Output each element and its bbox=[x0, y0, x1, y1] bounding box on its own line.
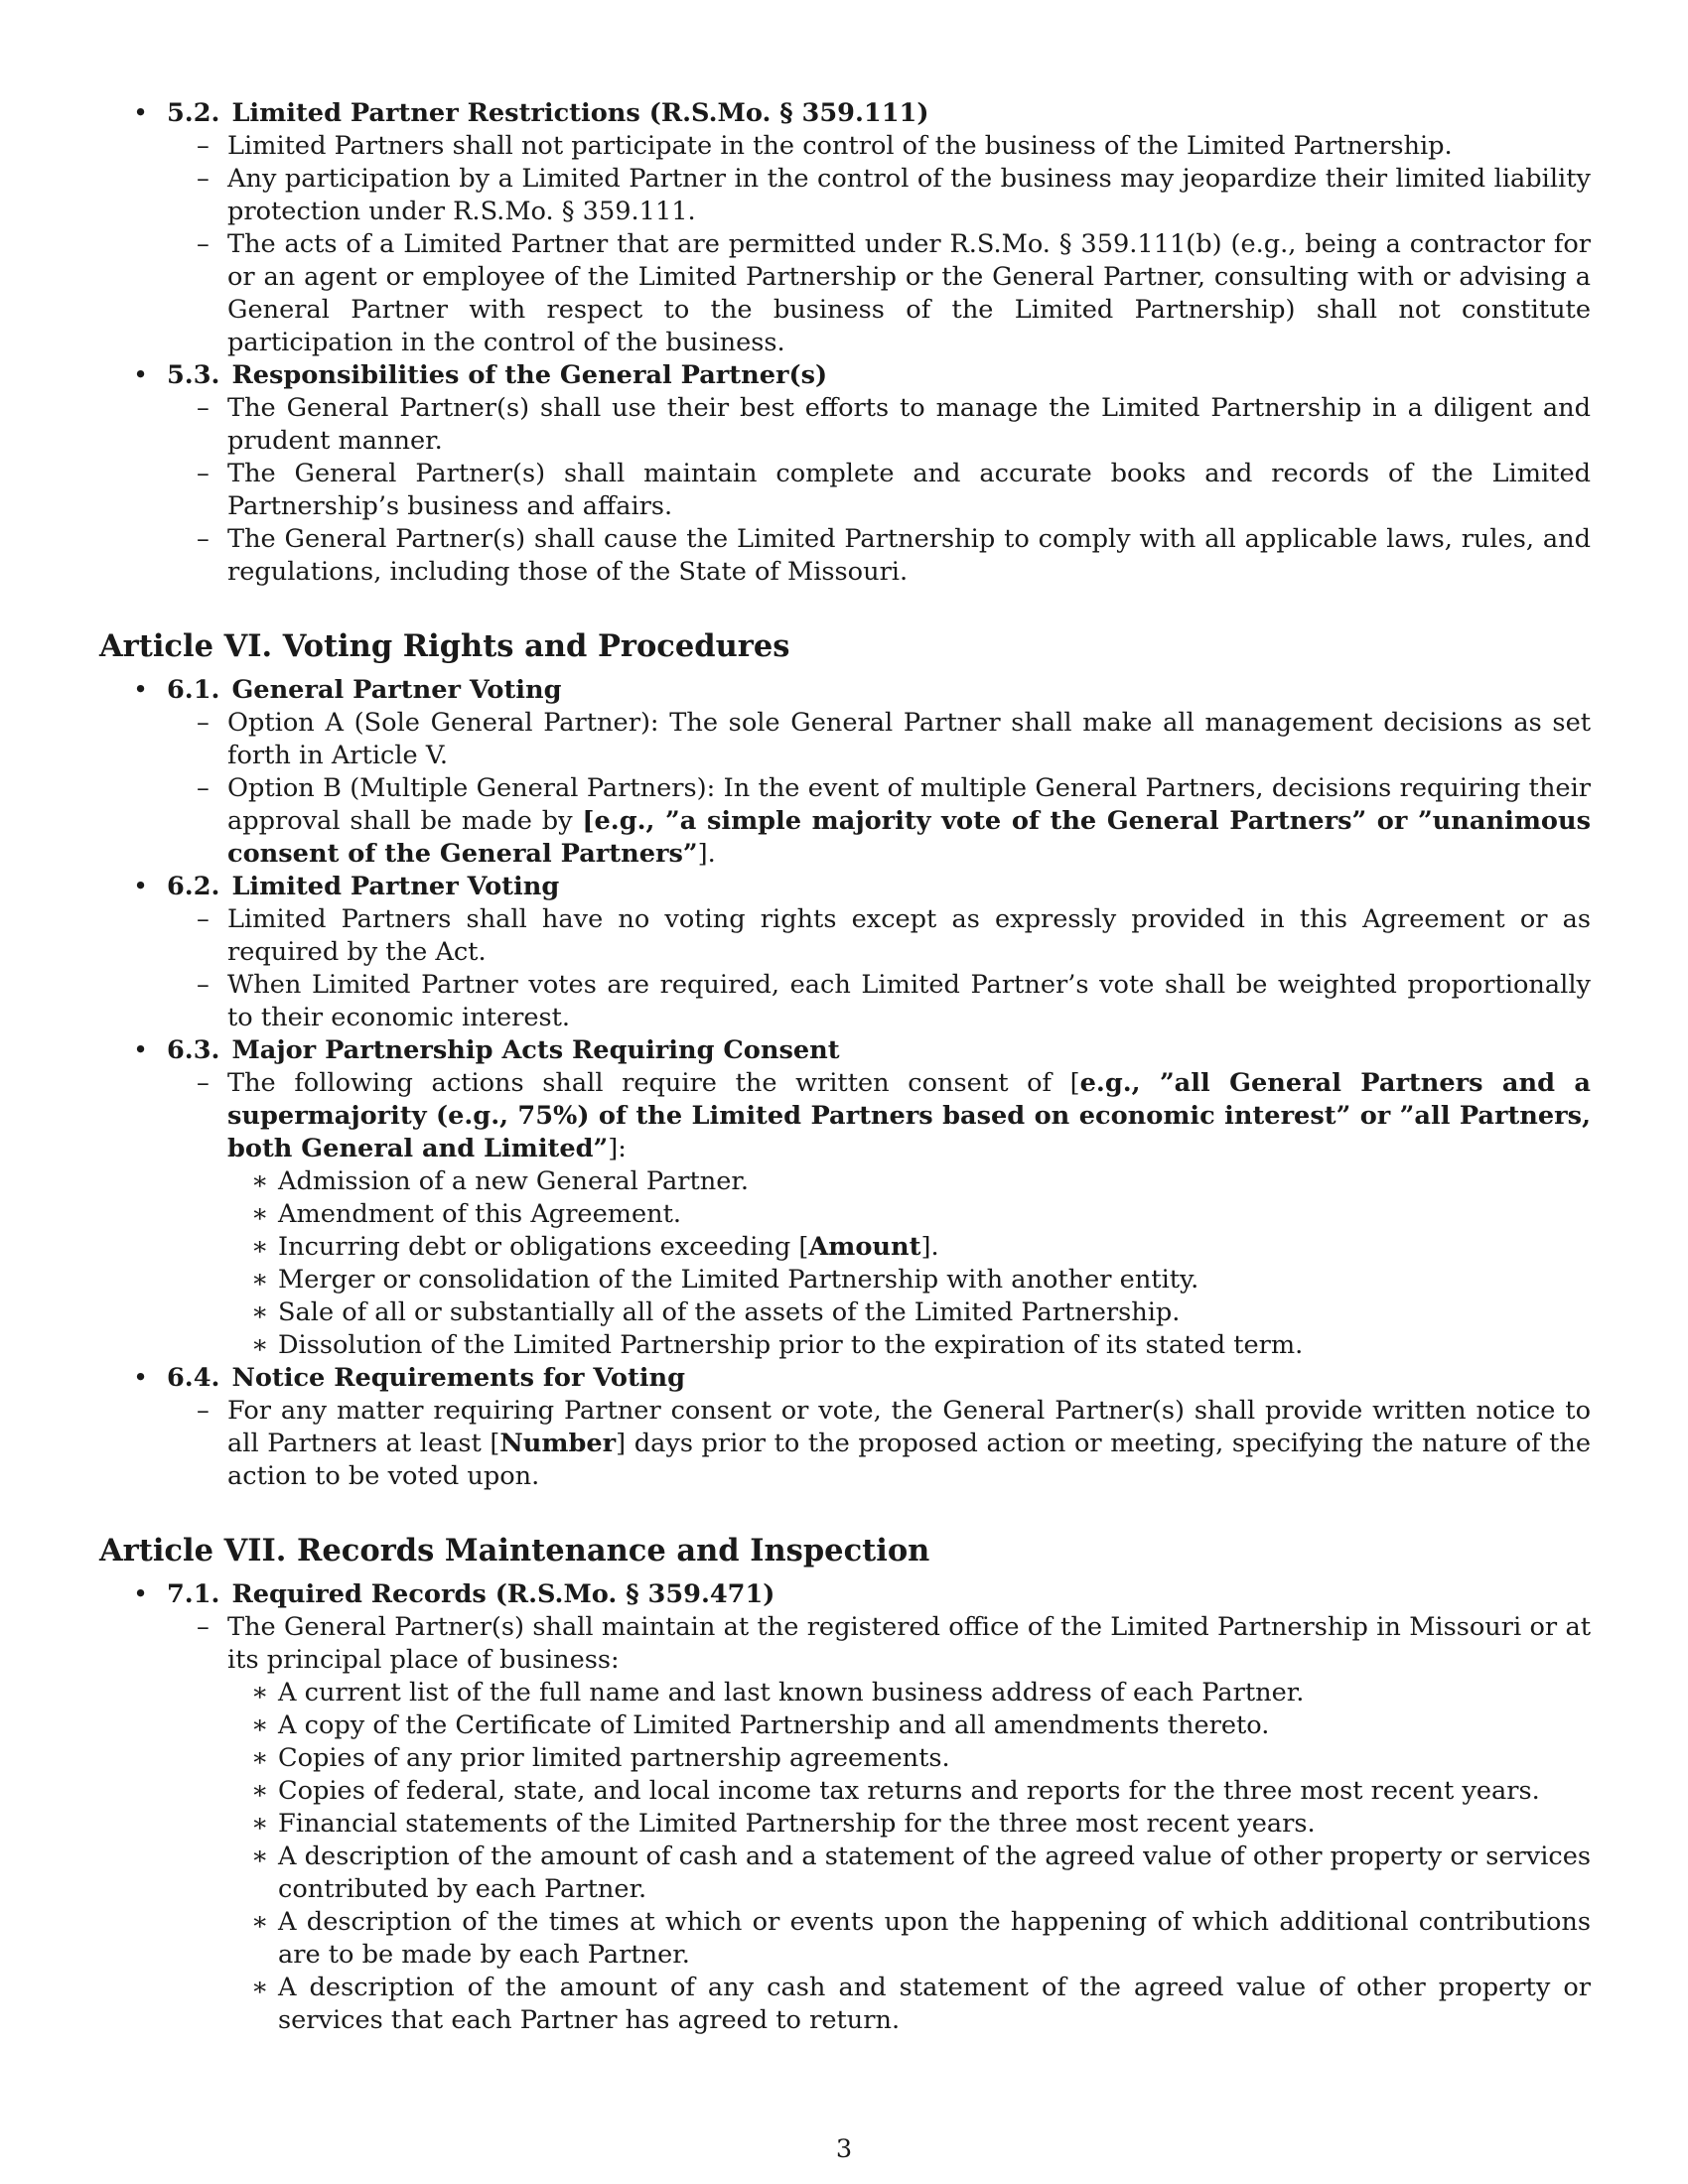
sub-list-item: ∗ Admission of a new General Partner. bbox=[251, 1166, 749, 1196]
sub-list-item: ∗ Dissolution of the Limited Partnership prior to the expiration of its stated term. bbox=[251, 1330, 1304, 1360]
bullet-dash: – bbox=[197, 773, 210, 803]
section-number: 6.1. bbox=[167, 675, 220, 705]
list-item: – Option B (Multiple General Partners): In the event of multiple General Partners, decisions requiring their approval shall be made by [e.g., ”a simple majority vote of the General Partners” or ”unanimous consent of the General Partners”]. bbox=[197, 773, 1591, 869]
bullet-dash: – bbox=[197, 708, 210, 738]
sub-list-item: ∗ Financial statements of the Limited Partnership for the three most recent years. bbox=[251, 1809, 1316, 1839]
placeholder-text: e.g., ”all General Partners and a supermajority (e.g., 75%) of the Limited Partners based on economic interest” or ”all Partners, both General and Limited” bbox=[227, 1068, 1591, 1163]
article-7-sections bbox=[99, 1578, 1591, 2037]
bullet-dash: – bbox=[197, 970, 210, 1000]
sub-list-item: ∗ Incurring debt or obligations exceeding [Amount]. bbox=[251, 1232, 939, 1262]
bullet-dot: • bbox=[133, 360, 149, 390]
list-item: – The General Partner(s) shall cause the Limited Partnership to comply with all applicable laws, rules, and regulations, including those of the State of Missouri. bbox=[197, 524, 1591, 587]
section-5-3 bbox=[99, 359, 1591, 589]
bullet-dot: • bbox=[133, 675, 149, 705]
section-title bbox=[167, 674, 1591, 707]
bullet-dash: – bbox=[197, 1612, 210, 1642]
bullet-asterisk: ∗ bbox=[251, 1297, 269, 1327]
section-title bbox=[167, 1362, 1591, 1395]
section-title-text: Required Records (R.S.Mo. § 359.471) bbox=[231, 1579, 775, 1609]
section-number: 5.3. bbox=[167, 360, 220, 390]
bullet-dash: – bbox=[197, 524, 210, 554]
document-page bbox=[99, 97, 1591, 2037]
section-number: 5.2. bbox=[167, 98, 220, 128]
section-title-text: General Partner Voting bbox=[231, 675, 562, 705]
section-title bbox=[167, 1578, 1591, 1611]
sub-list-item: ∗ A description of the times at which or events upon the happening of which additional contributions are to be made by each Partner. bbox=[251, 1907, 1591, 1970]
sub-list-item: ∗ A current list of the full name and last known business address of each Partner. bbox=[251, 1678, 1305, 1707]
bullet-asterisk: ∗ bbox=[251, 1809, 269, 1839]
section-6-4 bbox=[99, 1362, 1591, 1493]
section-6-2 bbox=[99, 871, 1591, 1034]
section-title bbox=[167, 1034, 1591, 1067]
bullet-dot: • bbox=[133, 1363, 149, 1393]
bullet-dash: – bbox=[197, 229, 210, 259]
bullet-dash: – bbox=[197, 904, 210, 934]
bullet-asterisk: ∗ bbox=[251, 1973, 269, 2002]
article-6-sections bbox=[99, 674, 1591, 1493]
list-item: – Limited Partners shall not participate in the control of the business of the Limited Partnership. bbox=[197, 131, 1453, 161]
list-item: – Limited Partners shall have no voting rights except as expressly provided in this Agreement or as required by the Act. bbox=[197, 904, 1591, 967]
section-title-text: Notice Requirements for Voting bbox=[231, 1363, 685, 1393]
section-number: 7.1. bbox=[167, 1579, 220, 1609]
section-title bbox=[167, 871, 1591, 903]
page-number: 3 bbox=[835, 2134, 853, 2164]
list-item: – For any matter requiring Partner consent or vote, the General Partner(s) shall provide written notice to all Partners at least [Number] days prior to the proposed action or meeting, specifying the nature of the action to be voted upon. bbox=[197, 1396, 1591, 1491]
sub-list-item: ∗ Amendment of this Agreement. bbox=[251, 1199, 682, 1229]
section-number: 6.4. bbox=[167, 1363, 220, 1393]
bullet-dot: • bbox=[133, 1035, 149, 1065]
section-5-2 bbox=[99, 97, 1591, 359]
section-6-3 bbox=[99, 1034, 1591, 1362]
list-item: – The General Partner(s) shall maintain complete and accurate books and records of the Limited Partnership’s business and affairs. bbox=[197, 459, 1591, 521]
section-title bbox=[167, 359, 1591, 392]
sub-list-item: ∗ Merger or consolidation of the Limited Partnership with another entity. bbox=[251, 1265, 1199, 1295]
section-title-text: Responsibilities of the General Partner(s) bbox=[231, 360, 828, 390]
sub-list-item: ∗ Sale of all or substantially all of the assets of the Limited Partnership. bbox=[251, 1297, 1181, 1327]
sub-list-item: ∗ A description of the amount of cash and a statement of the agreed value of other property or services contributed by each Partner. bbox=[251, 1842, 1591, 1904]
section-title-text: Limited Partner Restrictions (R.S.Mo. § 359.111) bbox=[231, 98, 929, 128]
section-title-text: Limited Partner Voting bbox=[231, 872, 560, 901]
placeholder-text: [e.g., ”a simple majority vote of the General Partners” or ”unanimous consent of the General Partners” bbox=[227, 806, 1591, 869]
bullet-dot: • bbox=[133, 872, 149, 901]
bullet-dash: – bbox=[197, 1396, 210, 1426]
sub-list-item: ∗ Copies of any prior limited partnership agreements. bbox=[251, 1743, 950, 1773]
bullet-dash: – bbox=[197, 1068, 210, 1098]
bullet-asterisk: ∗ bbox=[251, 1678, 269, 1707]
bullet-asterisk: ∗ bbox=[251, 1842, 269, 1871]
list-item: – The General Partner(s) shall maintain at the registered office of the Limited Partnership in Missouri or at its principal place of business: ∗ A current list of the full name and last known business address of each Partner. ∗ A copy of the Certificate of Limited Partnership and all amendments thereto. ∗ Copies of any prior limited partnership agreements. ∗ Copies of federal, state, and local income tax returns and reports for the three most recent years. ∗ Financial statements of the Limited Partnership for the three most recent years. ∗ A description of the amount of cash and a statement of the agreed value of other property or services contributed by each Partner. ∗ A description of the times at which or events upon the happening of which additional contributions are to be made by each Partner. ∗ A description of the amount of any cash and statement of the agreed value of other property or services that each Partner has agreed to return. bbox=[197, 1612, 1591, 2035]
section-title-text: Major Partnership Acts Requiring Consent bbox=[231, 1035, 840, 1065]
sub-list-item: ∗ A copy of the Certificate of Limited Partnership and all amendments thereto. bbox=[251, 1710, 1270, 1740]
list-item: – When Limited Partner votes are required, each Limited Partner’s vote shall be weighted proportionally to their economic interest. bbox=[197, 970, 1591, 1032]
bullet-asterisk: ∗ bbox=[251, 1907, 269, 1937]
section-7-1 bbox=[99, 1578, 1591, 2037]
bullet-dot: • bbox=[133, 1579, 149, 1609]
bullet-asterisk: ∗ bbox=[251, 1710, 269, 1740]
list-item: – The following actions shall require the written consent of [e.g., ”all General Partners and a supermajority (e.g., 75%) of the Limited Partners based on economic interest” or ”all Partners, both General and Limited”]: ∗ Admission of a new General Partner. ∗ Amendment of this Agreement. ∗ Incurring debt or obligations exceeding [Amount]. ∗ Merger or consolidation of the Limited Partnership with another entity. ∗ Sale of all or substantially all of the assets of the Limited Partnership. ∗ Dissolution of the Limited Partnership prior to the expiration of its stated term. bbox=[197, 1068, 1591, 1360]
list-item: – The acts of a Limited Partner that are permitted under R.S.Mo. § 359.111(b) (e.g., being a contractor for or an agent or employee of the Limited Partnership or the General Partner, consulting with or advising a General Partner with respect to the business of the Limited Partnership) shall not constitute participation in the control of the business. bbox=[197, 229, 1591, 357]
section-number: 6.2. bbox=[167, 872, 220, 901]
bullet-asterisk: ∗ bbox=[251, 1743, 269, 1773]
bullet-dash: – bbox=[197, 393, 210, 423]
bullet-asterisk: ∗ bbox=[251, 1232, 269, 1262]
article-7-heading: Article VII. Records Maintenance and Inspection bbox=[99, 1533, 930, 1569]
placeholder-text: Number bbox=[499, 1429, 617, 1458]
list-item: – Any participation by a Limited Partner in the control of the business may jeopardize their limited liability protection under R.S.Mo. § 359.111. bbox=[197, 164, 1591, 226]
section-number: 6.3. bbox=[167, 1035, 220, 1065]
bullet-dash: – bbox=[197, 131, 210, 161]
section-title bbox=[167, 97, 1591, 130]
bullet-dash: – bbox=[197, 459, 210, 488]
article-6-heading: Article VI. Voting Rights and Procedures bbox=[99, 628, 790, 664]
bullet-asterisk: ∗ bbox=[251, 1330, 269, 1360]
section-6-1 bbox=[99, 674, 1591, 871]
list-item: – Option A (Sole General Partner): The sole General Partner shall make all management decisions as set forth in Article V. bbox=[197, 708, 1591, 770]
placeholder-text: Amount bbox=[808, 1232, 921, 1262]
bullet-asterisk: ∗ bbox=[251, 1166, 269, 1196]
bullet-dot: • bbox=[133, 98, 149, 128]
list-item: – The General Partner(s) shall use their best efforts to manage the Limited Partnership in a diligent and prudent manner. bbox=[197, 393, 1591, 456]
article-5-continued bbox=[99, 97, 1591, 589]
bullet-asterisk: ∗ bbox=[251, 1776, 269, 1806]
bullet-asterisk: ∗ bbox=[251, 1265, 269, 1295]
bullet-dash: – bbox=[197, 164, 210, 194]
sub-list-item: ∗ Copies of federal, state, and local income tax returns and reports for the three most recent years. bbox=[251, 1776, 1540, 1806]
sub-list-item: ∗ A description of the amount of any cash and statement of the agreed value of other property or services that each Partner has agreed to return. bbox=[251, 1973, 1591, 2035]
bullet-asterisk: ∗ bbox=[251, 1199, 269, 1229]
